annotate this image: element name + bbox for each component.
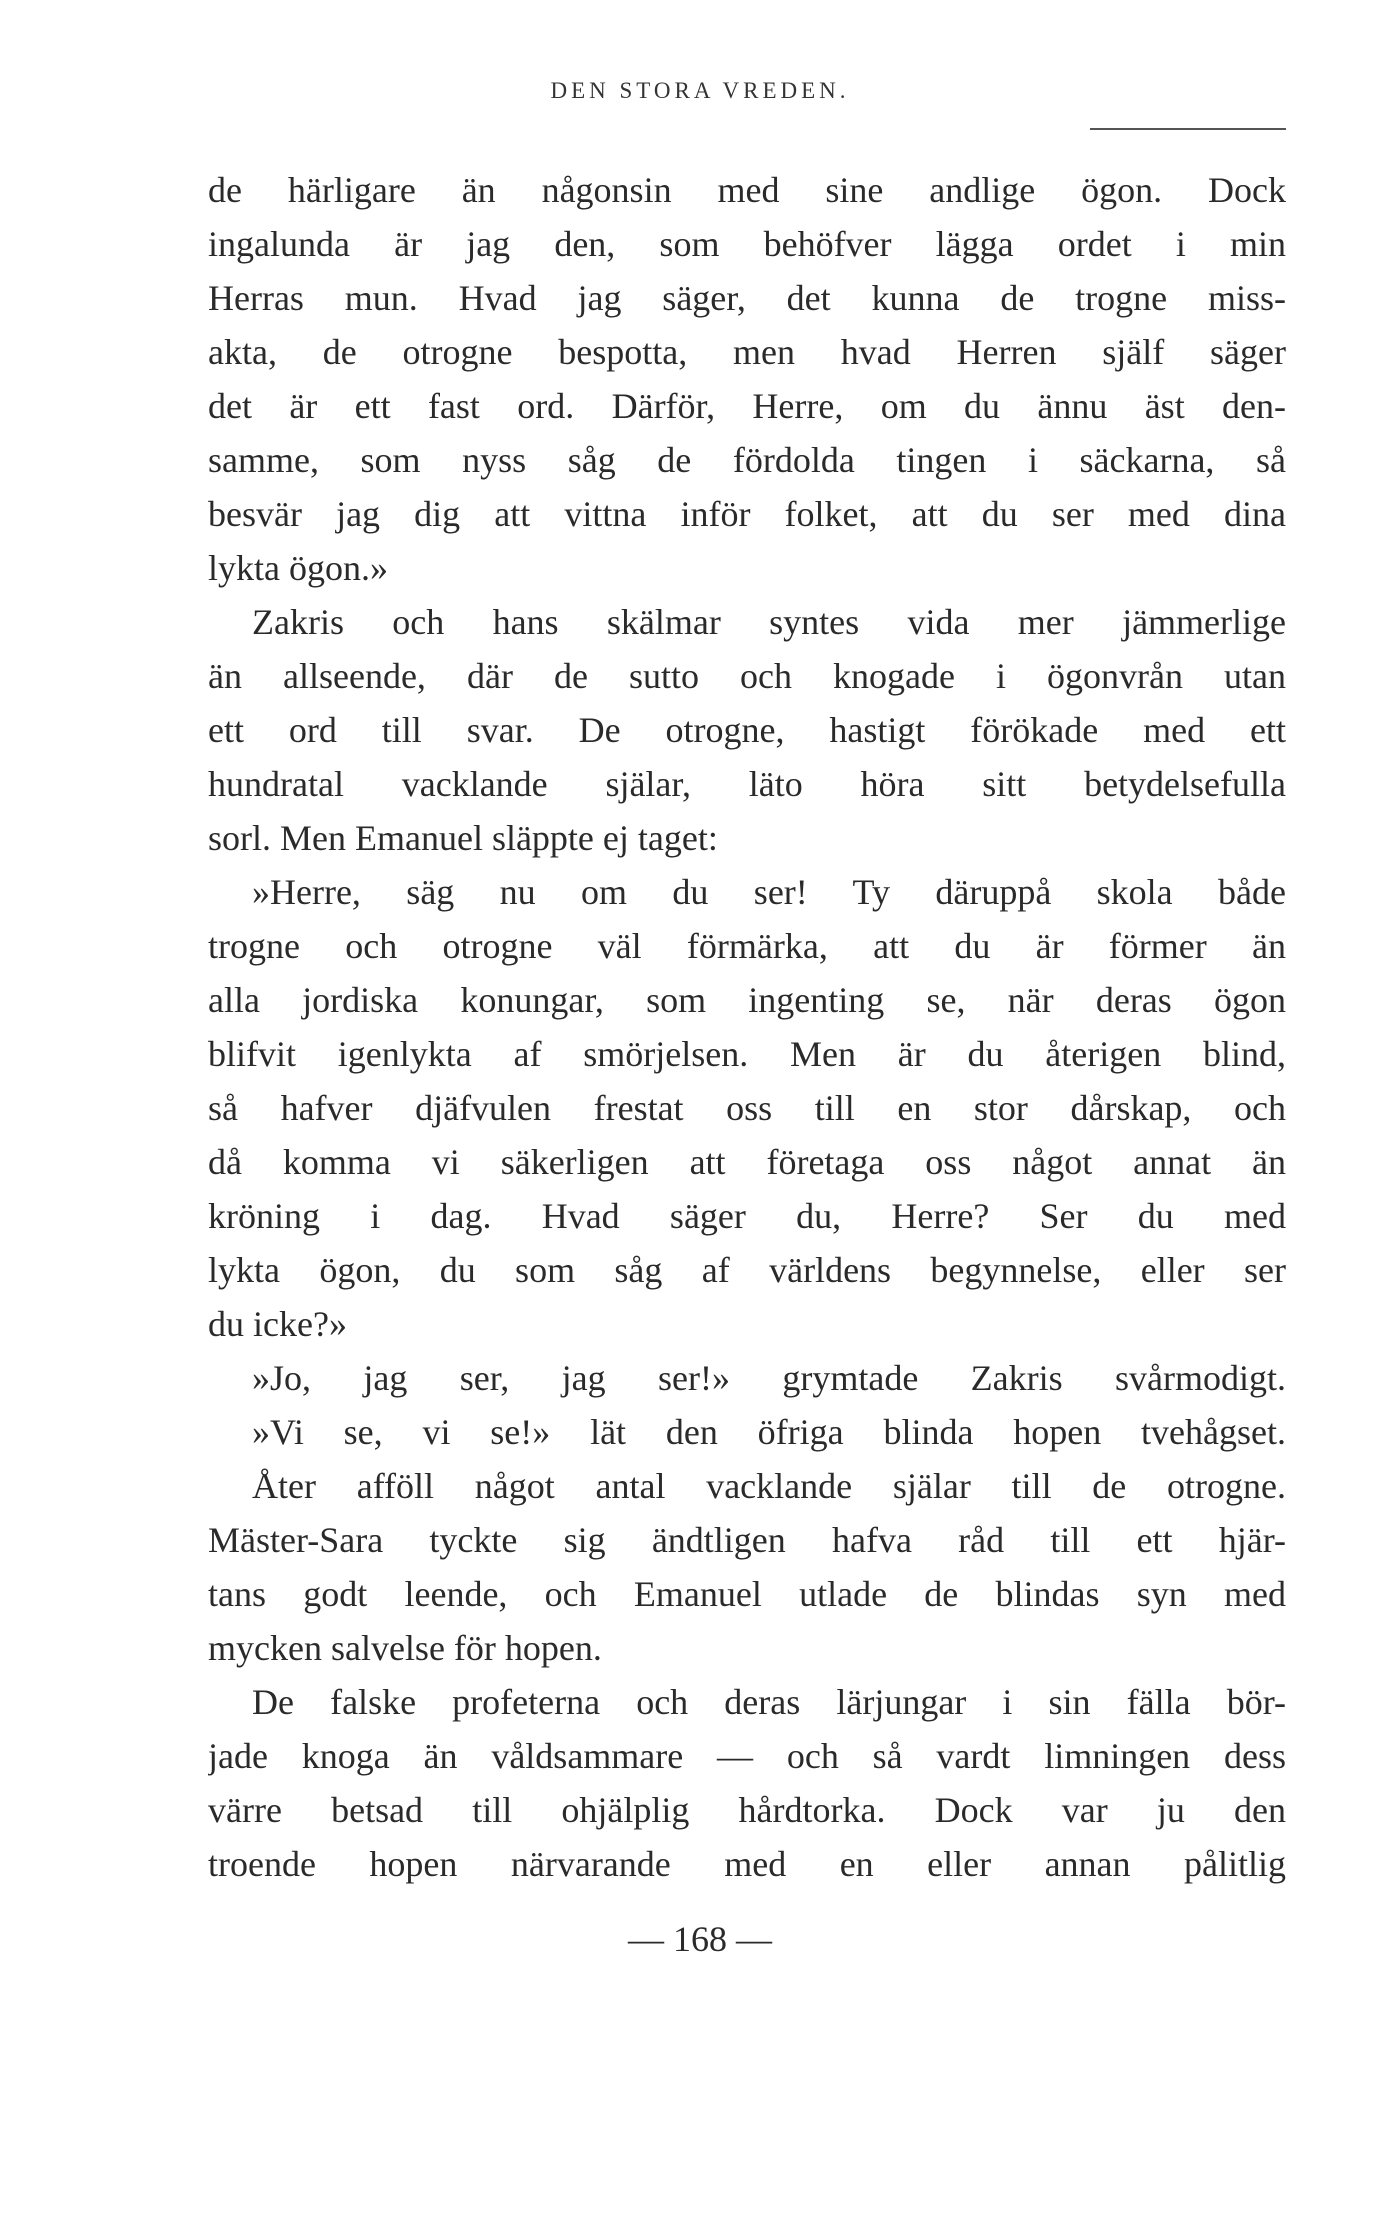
text-line: då komma vi säkerligen att företaga oss något annat än xyxy=(208,1142,1286,1182)
text-line: »Jo, jag ser, jag ser!» grymtade Zakris svårmodigt. xyxy=(252,1358,1286,1398)
text-line: troende hopen närvarande med en eller annan pålitlig xyxy=(208,1844,1286,1884)
text-line: »Vi se, vi se!» lät den öfriga blinda hopen tvehågset. xyxy=(252,1412,1286,1452)
text-line: ingalunda är jag den, som behöfver lägga ordet i min xyxy=(208,224,1286,264)
text-line: mycken salvelse för hopen. xyxy=(208,1628,602,1668)
text-line: De falske profeterna och deras lärjungar i sin fälla bör- xyxy=(252,1682,1286,1722)
text-line: Herras mun. Hvad jag säger, det kunna de trogne miss- xyxy=(208,278,1286,318)
text-line: kröning i dag. Hvad säger du, Herre? Ser du med xyxy=(208,1196,1286,1236)
text-line: blifvit igenlykta af smörjelsen. Men är du återigen blind, xyxy=(208,1034,1286,1074)
text-line: så hafver djäfvulen frestat oss till en stor dårskap, och xyxy=(208,1088,1286,1128)
text-line: sorl. Men Emanuel släppte ej taget: xyxy=(208,818,718,858)
text-line: »Herre, säg nu om du ser! Ty däruppå skola både xyxy=(252,872,1286,912)
running-head: DEN STORA VREDEN. xyxy=(550,78,850,103)
body-text xyxy=(208,163,1286,1891)
text-line: lykta ögon, du som såg af världens begynnelse, eller ser xyxy=(208,1250,1286,1290)
text-line: du icke?» xyxy=(208,1304,347,1344)
text-line: värre betsad till ohjälplig hårdtorka. Dock var ju den xyxy=(208,1790,1286,1830)
text-line: Zakris och hans skälmar syntes vida mer jämmerlige xyxy=(252,602,1286,642)
page-number: — 168 — xyxy=(628,1919,772,1959)
text-line: tans godt leende, och Emanuel utlade de blindas syn med xyxy=(208,1574,1286,1614)
text-line: lykta ögon.» xyxy=(208,548,388,588)
text-line: akta, de otrogne bespotta, men hvad Herren själf säger xyxy=(208,332,1286,372)
text-line: än allseende, där de sutto och knogade i ögonvrån utan xyxy=(208,656,1286,696)
text-line: besvär jag dig att vittna inför folket, att du ser med dina xyxy=(208,494,1286,534)
text-line: alla jordiska konungar, som ingenting se, när deras ögon xyxy=(208,980,1286,1020)
text-line: det är ett fast ord. Därför, Herre, om du ännu äst den- xyxy=(208,386,1286,426)
text-line: Mäster-Sara tyckte sig ändtligen hafva råd till ett hjär- xyxy=(208,1520,1286,1560)
text-line: trogne och otrogne väl förmärka, att du är förmer än xyxy=(208,926,1286,966)
text-line: hundratal vacklande själar, läto höra sitt betydelsefulla xyxy=(208,764,1286,804)
header-rule xyxy=(1090,128,1286,130)
text-line: Åter afföll något antal vacklande själar till de otrogne. xyxy=(252,1466,1286,1506)
text-line: samme, som nyss såg de fördolda tingen i säckarna, så xyxy=(208,440,1286,480)
text-line: ett ord till svar. De otrogne, hastigt förökade med ett xyxy=(208,710,1286,750)
text-line: jade knoga än våldsammare — och så vardt limningen dess xyxy=(208,1736,1286,1776)
text-line: de härligare än någonsin med sine andlige ögon. Dock xyxy=(208,170,1286,210)
